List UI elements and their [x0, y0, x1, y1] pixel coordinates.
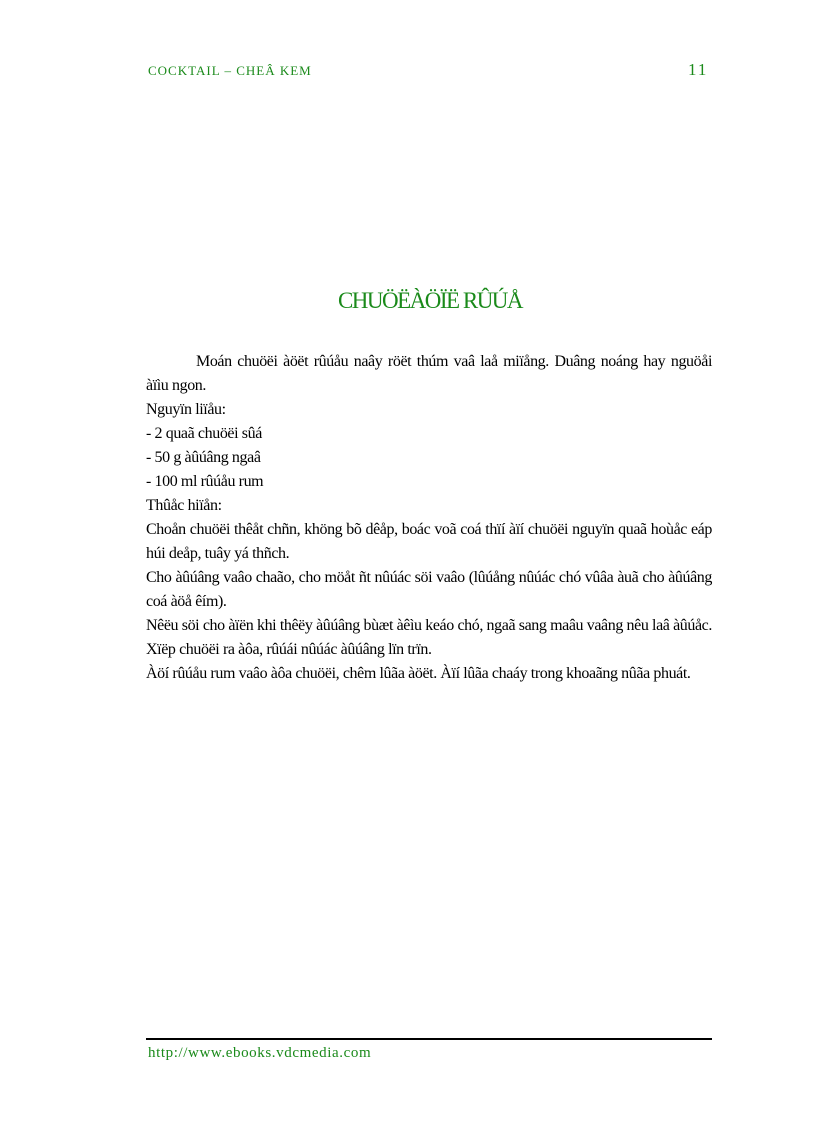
recipe-title: CHUÖËÀÖÏË RÛÚÅ	[337, 288, 523, 313]
ingredient-item: - 2 quaã chuöëi sûá	[146, 425, 262, 442]
ingredient-item: - 50 g àûúâng ngaâ	[146, 449, 261, 466]
footer-url-link[interactable]: http://www.ebooks.vdcmedia.com	[148, 1045, 372, 1061]
method-step: Cho àûúâng vaâo chaão, cho möåt ñt nûúác söi vaâo (lûúång nûúác chó vûâa àuã cho àûúâng coá àöå êím).	[146, 569, 712, 610]
method-step: Nêëu söi cho àïën khi thêëy àûúâng bùæt àêìu keáo chó, ngaã sang maâu vaâng nêu laâ àûúåc.	[146, 617, 712, 634]
method-step: Àöí rûúåu rum vaâo àôa chuöëi, chêm lûãa àöët. Àïí lûãa chaáy trong khoaãng nûãa phuát.	[146, 665, 691, 682]
page-number: 11	[688, 60, 709, 79]
running-header-title: COCKTAIL – CHEÂ KEM	[148, 63, 312, 78]
intro-paragraph: Moán chuöëi àöët rûúåu naây röët thúm vaâ laå miïång. Duâng noáng hay nguöåi àïìu ngon.	[146, 353, 712, 394]
recipe-body	[146, 350, 712, 686]
method-step: Xïëp chuöëi ra àôa, rûúái nûúác àûúâng lïn trïn.	[146, 641, 432, 658]
method-step: Choån chuöëi thêåt chñn, khöng bõ dêåp, boác voã coá thïí àïí chuöëi nguyïn quaã hoùåc eáp húi deåp, tuây yá thñch.	[146, 521, 712, 562]
ingredient-item: - 100 ml rûúåu rum	[146, 473, 264, 490]
method-heading: Thûåc hiïån:	[146, 497, 222, 514]
footer-divider	[146, 1038, 712, 1040]
ingredients-heading: Nguyïn liïåu:	[146, 401, 226, 418]
